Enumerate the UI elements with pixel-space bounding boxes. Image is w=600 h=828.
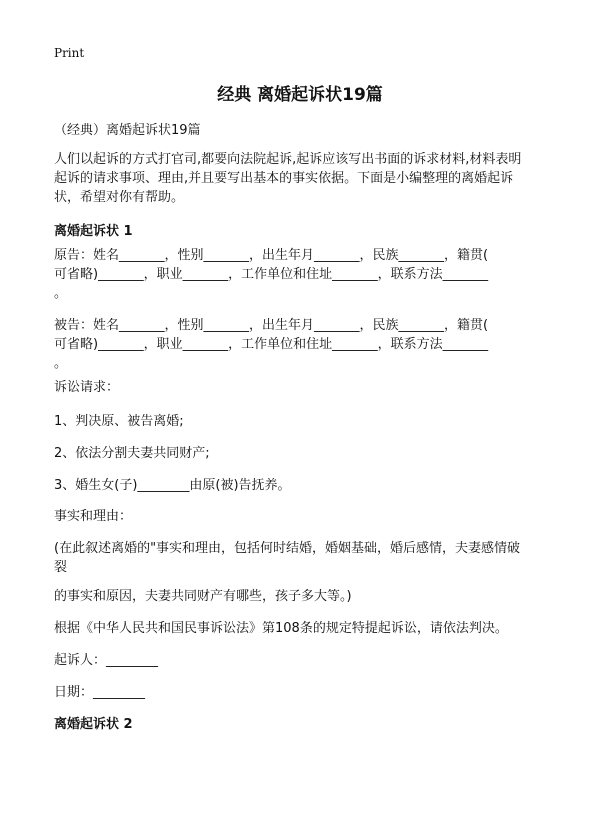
facts-paragraph <box>54 539 520 577</box>
claim-item-2: 2、依法分割夫妻共同财产; <box>54 446 210 461</box>
defendant-line-1: 被告：姓名_______，性别_______，出生年月_______，民族_______，籍贯( <box>54 318 489 333</box>
defendant-line-3: 。 <box>54 356 68 371</box>
plaintiff-line-3: 。 <box>54 286 68 301</box>
legal-basis: 根据《中华人民共和国民事诉讼法》第108条的规定特提起诉讼，请依法判决。 <box>54 621 508 636</box>
document-subtitle: （经典）离婚起诉状19篇 <box>54 123 201 138</box>
facts-label: 事实和理由： <box>54 509 133 524</box>
facts-line-1: (在此叙述离婚的"事实和理由，包括何时结婚，婚姻基础，婚后感情，夫妻感情破 <box>54 541 521 556</box>
plaintiff-line-2: 可省略)_______，职业_______，工作单位和住址_______，联系方法_______ <box>54 267 489 282</box>
intro-paragraph <box>54 150 521 207</box>
date-line: 日期：________ <box>54 685 146 700</box>
defendant-line-2: 可省略)_______，职业_______，工作单位和住址_______，联系方法_______ <box>54 337 489 352</box>
section-heading-1: 离婚起诉状 1 <box>54 224 133 239</box>
plaintiff-line-1: 原告：姓名_______，性别_______，出生年月_______，民族_______，籍贯( <box>54 248 489 263</box>
document-title: 经典 离婚起诉状19篇 <box>217 85 383 105</box>
intro-line-3: 状，希望对你有帮助。 <box>54 190 185 205</box>
plaintiff-paragraph <box>54 246 488 303</box>
intro-line-2: 起诉的请求事项、理由,并且要写出基本的事实依据。下面是小编整理的离婚起诉 <box>54 171 514 186</box>
plaintiff-signature: 起诉人：________ <box>54 653 159 668</box>
section-heading-2: 离婚起诉状 2 <box>54 717 133 732</box>
intro-line-1: 人们以起诉的方式打官司,都要向法院起诉,起诉应该写出书面的诉求材料,材料表明 <box>54 152 522 167</box>
facts-continuation: 的事实和原因，夫妻共同财产有哪些，孩子多大等。) <box>54 589 352 604</box>
claim-item-1: 1、判决原、被告离婚; <box>54 414 184 429</box>
defendant-paragraph <box>54 316 488 373</box>
claim-item-3: 3、婚生女(子)________由原(被)告抚养。 <box>54 478 291 493</box>
claims-label: 诉讼请求： <box>54 380 120 395</box>
print-label[interactable]: Print <box>54 46 85 60</box>
facts-line-2: 裂 <box>54 560 68 575</box>
